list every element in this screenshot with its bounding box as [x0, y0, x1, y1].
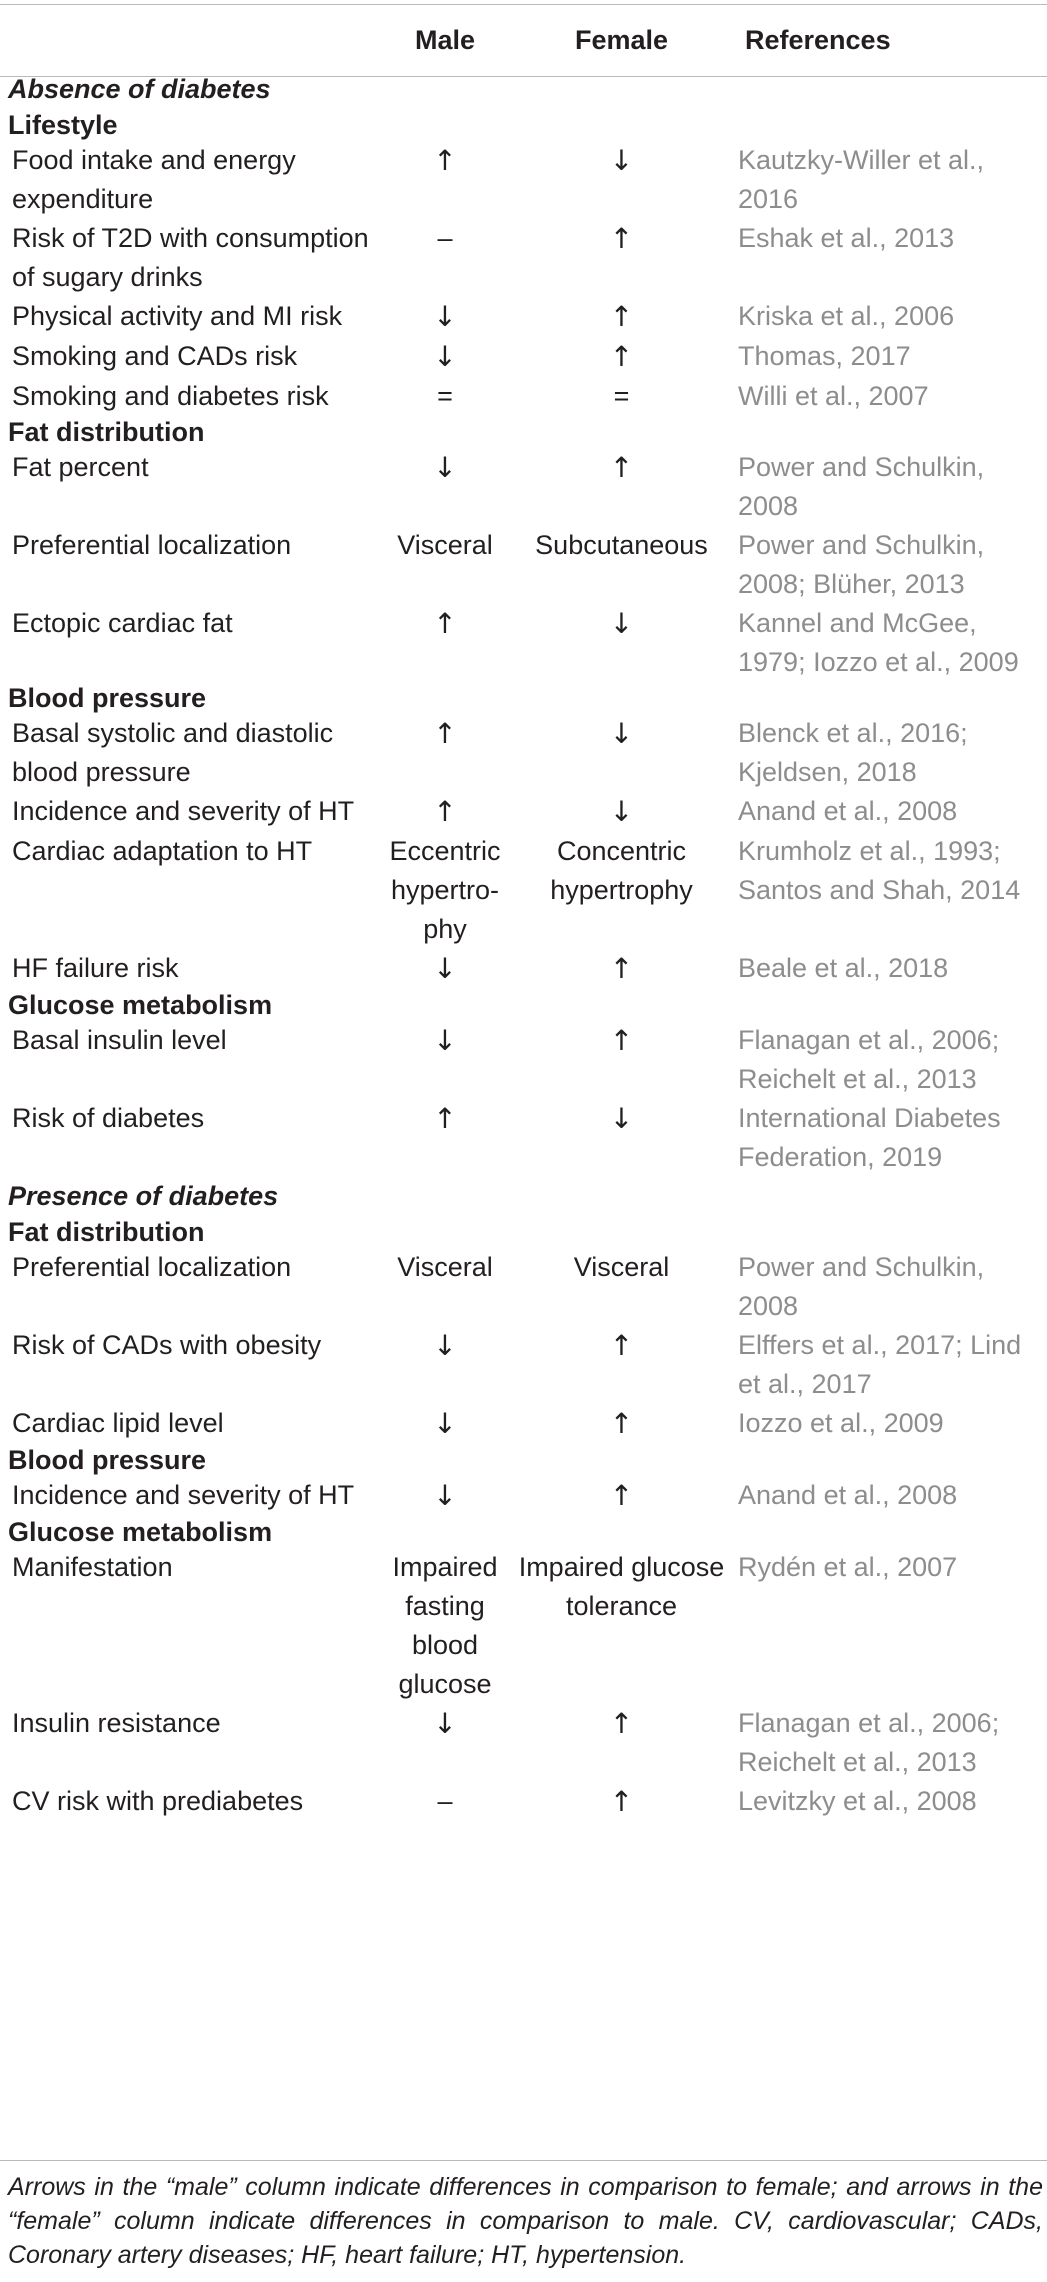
table-row [0, 1099, 1047, 1177]
row-male-value: – [437, 223, 453, 253]
row-female-value: ↓ [609, 607, 634, 640]
table-row [0, 337, 1047, 377]
row-male [375, 1248, 515, 1326]
row-reference: Elffers et al., 2017; Lind et al., 2017 [738, 1330, 1022, 1399]
row-female [515, 297, 728, 337]
row-male-value: ↓ [433, 1479, 457, 1512]
row-male [375, 832, 515, 949]
table-row [0, 377, 1047, 416]
row-male [375, 1021, 515, 1099]
subsection-row [0, 416, 1047, 448]
row-male-value: ↓ [433, 340, 457, 373]
row-male [375, 1476, 515, 1516]
table-row [0, 1782, 1047, 1822]
row-male-value: ↑ [433, 1102, 457, 1135]
subsection-title: Blood pressure [8, 1445, 207, 1475]
row-male-value: Impaired fasting blood glucose [392, 1552, 498, 1699]
row-female [515, 1782, 728, 1822]
row-female [515, 448, 728, 526]
row-female-value: Impaired glucose tolerance [518, 1552, 725, 1621]
table-row [0, 1021, 1047, 1099]
table-footnote: Arrows in the “male” column indicate differences in comparison to female; and arrows in the “female” column indicate differences in comparison to male. CV, cardiovascular; CADs, Coronary artery diseases; HF, heart failure; HT, hypertension. [8, 2173, 1043, 2269]
row-female [515, 219, 728, 297]
subsection-row [0, 109, 1047, 141]
row-female-value: ↑ [609, 1479, 634, 1512]
row-female [515, 1476, 728, 1516]
subsection-title: Fat distribution [8, 417, 205, 447]
row-label: Smoking and diabetes risk [12, 381, 329, 411]
table-row [0, 448, 1047, 526]
section-row [0, 1177, 1047, 1216]
section-title: Presence of diabetes [8, 1181, 279, 1211]
row-reference: Levitzky et al., 2008 [738, 1786, 977, 1816]
subsection-title: Blood pressure [8, 683, 207, 713]
row-reference: International Diabetes Federation, 2019 [738, 1103, 1001, 1172]
row-reference: Beale et al., 2018 [738, 953, 949, 983]
subsection-row [0, 1516, 1047, 1548]
row-female [515, 1248, 728, 1326]
row-female-value: ↑ [609, 222, 634, 255]
row-female [515, 792, 728, 832]
row-label: Risk of CADs with obesity [12, 1330, 322, 1360]
row-female-value: ↓ [609, 795, 634, 828]
row-male [375, 526, 515, 604]
subsection-row [0, 682, 1047, 714]
row-male [375, 714, 515, 792]
row-male-value: = [437, 381, 453, 411]
row-female [515, 1404, 728, 1444]
row-reference: Krumholz et al., 1993; Santos and Shah, 2014 [738, 836, 1021, 905]
row-reference: Power and Schulkin, 2008; Blüher, 2013 [738, 530, 985, 599]
row-male-value: ↓ [433, 952, 457, 985]
row-reference: Kautzky-Willer et al., 2016 [738, 145, 985, 214]
row-reference: Power and Schulkin, 2008 [738, 452, 985, 521]
row-label: Insulin resistance [12, 1708, 221, 1738]
subsection-title: Fat distribution [8, 1217, 205, 1247]
table-row [0, 219, 1047, 297]
row-female [515, 1099, 728, 1177]
row-female [515, 832, 728, 949]
table-row [0, 1326, 1047, 1404]
row-male-value: Visceral [397, 530, 493, 560]
row-male-value: ↓ [433, 1024, 457, 1057]
row-female-value: ↑ [609, 1707, 634, 1740]
row-male [375, 1548, 515, 1704]
table-row [0, 949, 1047, 989]
header-male: Male [414, 25, 476, 55]
row-reference: Anand et al., 2008 [738, 796, 958, 826]
subsection-title: Glucose metabolism [8, 1517, 273, 1547]
row-female-value: ↓ [609, 717, 634, 750]
row-reference: Kriska et al., 2006 [738, 301, 955, 331]
row-reference: Blenck et al., 2016; Kjeldsen, 2018 [738, 718, 968, 787]
section-title: Absence of diabetes [8, 74, 271, 104]
row-female-value: ↑ [609, 952, 634, 985]
row-male [375, 792, 515, 832]
row-male-value: ↓ [433, 451, 457, 484]
table-row [0, 141, 1047, 219]
row-label: Preferential localization [12, 530, 292, 560]
row-male-value: ↑ [433, 144, 457, 177]
row-male-value: Eccentric hypertro-phy [389, 836, 501, 944]
row-reference: Power and Schulkin, 2008 [738, 1252, 985, 1321]
row-female-value: ↑ [609, 340, 634, 373]
table-row [0, 792, 1047, 832]
row-female [515, 1704, 728, 1782]
header-row [0, 0, 1047, 60]
subsection-title: Glucose metabolism [8, 990, 273, 1020]
row-female [515, 526, 728, 604]
row-label: Smoking and CADs risk [12, 341, 298, 371]
header-label [0, 0, 375, 60]
row-male-value: ↓ [433, 1407, 457, 1440]
header-references: References [745, 25, 891, 55]
row-label: Physical activity and MI risk [12, 301, 343, 331]
row-female-value: ↑ [609, 1024, 634, 1057]
row-female [515, 604, 728, 682]
row-female [515, 377, 728, 416]
row-female-value: ↑ [609, 1407, 634, 1440]
row-female-value: ↑ [609, 1785, 634, 1818]
row-female-value: Subcutaneous [535, 530, 708, 560]
row-male-value: Visceral [397, 1252, 493, 1282]
row-female [515, 141, 728, 219]
row-male [375, 1326, 515, 1404]
row-female [515, 1021, 728, 1099]
row-female [515, 949, 728, 989]
row-female-value: ↓ [609, 1102, 634, 1135]
subsection-title: Lifestyle [8, 110, 118, 140]
header-female: Female [574, 25, 669, 55]
row-label: Cardiac lipid level [12, 1408, 224, 1438]
row-female-value: Visceral [573, 1252, 670, 1282]
table-row [0, 526, 1047, 604]
row-male-value: ↑ [433, 717, 457, 750]
row-label: Preferential localization [12, 1252, 292, 1282]
table-row [0, 1476, 1047, 1516]
row-female-value: ↑ [609, 451, 634, 484]
row-label: Fat percent [12, 452, 149, 482]
row-female-value: Concentric hypertrophy [550, 836, 693, 905]
row-label: Food intake and energy expenditure [12, 145, 296, 214]
row-reference: Flanagan et al., 2006; Reichelt et al., 2013 [738, 1708, 1000, 1777]
table-row [0, 1704, 1047, 1782]
subsection-row [0, 1444, 1047, 1476]
row-label: Risk of T2D with consumption of sugary drinks [12, 223, 369, 292]
row-female-value: = [613, 381, 630, 411]
row-female [515, 337, 728, 377]
row-label: CV risk with prediabetes [12, 1786, 304, 1816]
row-male-value: ↑ [433, 795, 457, 828]
row-reference: Eshak et al., 2013 [738, 223, 955, 253]
table-row [0, 832, 1047, 949]
row-female-value: ↑ [609, 300, 634, 333]
row-male [375, 1404, 515, 1444]
row-reference: Thomas, 2017 [738, 341, 911, 371]
row-male-value: – [437, 1786, 453, 1816]
row-label: Risk of diabetes [12, 1103, 205, 1133]
table-row [0, 604, 1047, 682]
table-row [0, 1404, 1047, 1444]
row-reference: Kannel and McGee, 1979; Iozzo et al., 2009 [738, 608, 1019, 677]
row-reference: Flanagan et al., 2006; Reichelt et al., 2013 [738, 1025, 1000, 1094]
subsection-row [0, 1216, 1047, 1248]
row-reference: Rydén et al., 2007 [738, 1552, 958, 1582]
row-reference: Anand et al., 2008 [738, 1480, 958, 1510]
row-label: Cardiac adaptation to HT [12, 836, 313, 866]
row-male-value: ↓ [433, 1329, 457, 1362]
row-male-value: ↓ [433, 1707, 457, 1740]
row-male [375, 949, 515, 989]
row-label: HF failure risk [12, 953, 179, 983]
row-male [375, 604, 515, 682]
table-row [0, 1248, 1047, 1326]
section-row [0, 60, 1047, 109]
row-male-value: ↓ [433, 300, 457, 333]
row-male [375, 337, 515, 377]
row-male [375, 448, 515, 526]
row-male [375, 141, 515, 219]
table-row [0, 1548, 1047, 1704]
row-male [375, 377, 515, 416]
row-reference: Iozzo et al., 2009 [738, 1408, 944, 1438]
row-male [375, 1704, 515, 1782]
row-female [515, 1548, 728, 1704]
row-label: Basal insulin level [12, 1025, 227, 1055]
row-male [375, 297, 515, 337]
row-male-value: ↑ [433, 607, 457, 640]
subsection-row [0, 989, 1047, 1021]
table-row [0, 297, 1047, 337]
row-label: Incidence and severity of HT [12, 796, 355, 826]
row-female-value: ↓ [609, 144, 634, 177]
table-row [0, 714, 1047, 792]
table-body [0, 60, 1047, 1822]
row-male [375, 1099, 515, 1177]
bottom-rule [0, 2160, 1047, 2161]
row-male [375, 1782, 515, 1822]
row-female-value: ↑ [609, 1329, 634, 1362]
row-male [375, 219, 515, 297]
row-label: Ectopic cardiac fat [12, 608, 233, 638]
row-female [515, 1326, 728, 1404]
row-female [515, 714, 728, 792]
row-reference: Willi et al., 2007 [738, 381, 929, 411]
row-label: Manifestation [12, 1552, 173, 1582]
row-label: Incidence and severity of HT [12, 1480, 355, 1510]
row-label: Basal systolic and diastolic blood pressure [12, 718, 334, 787]
